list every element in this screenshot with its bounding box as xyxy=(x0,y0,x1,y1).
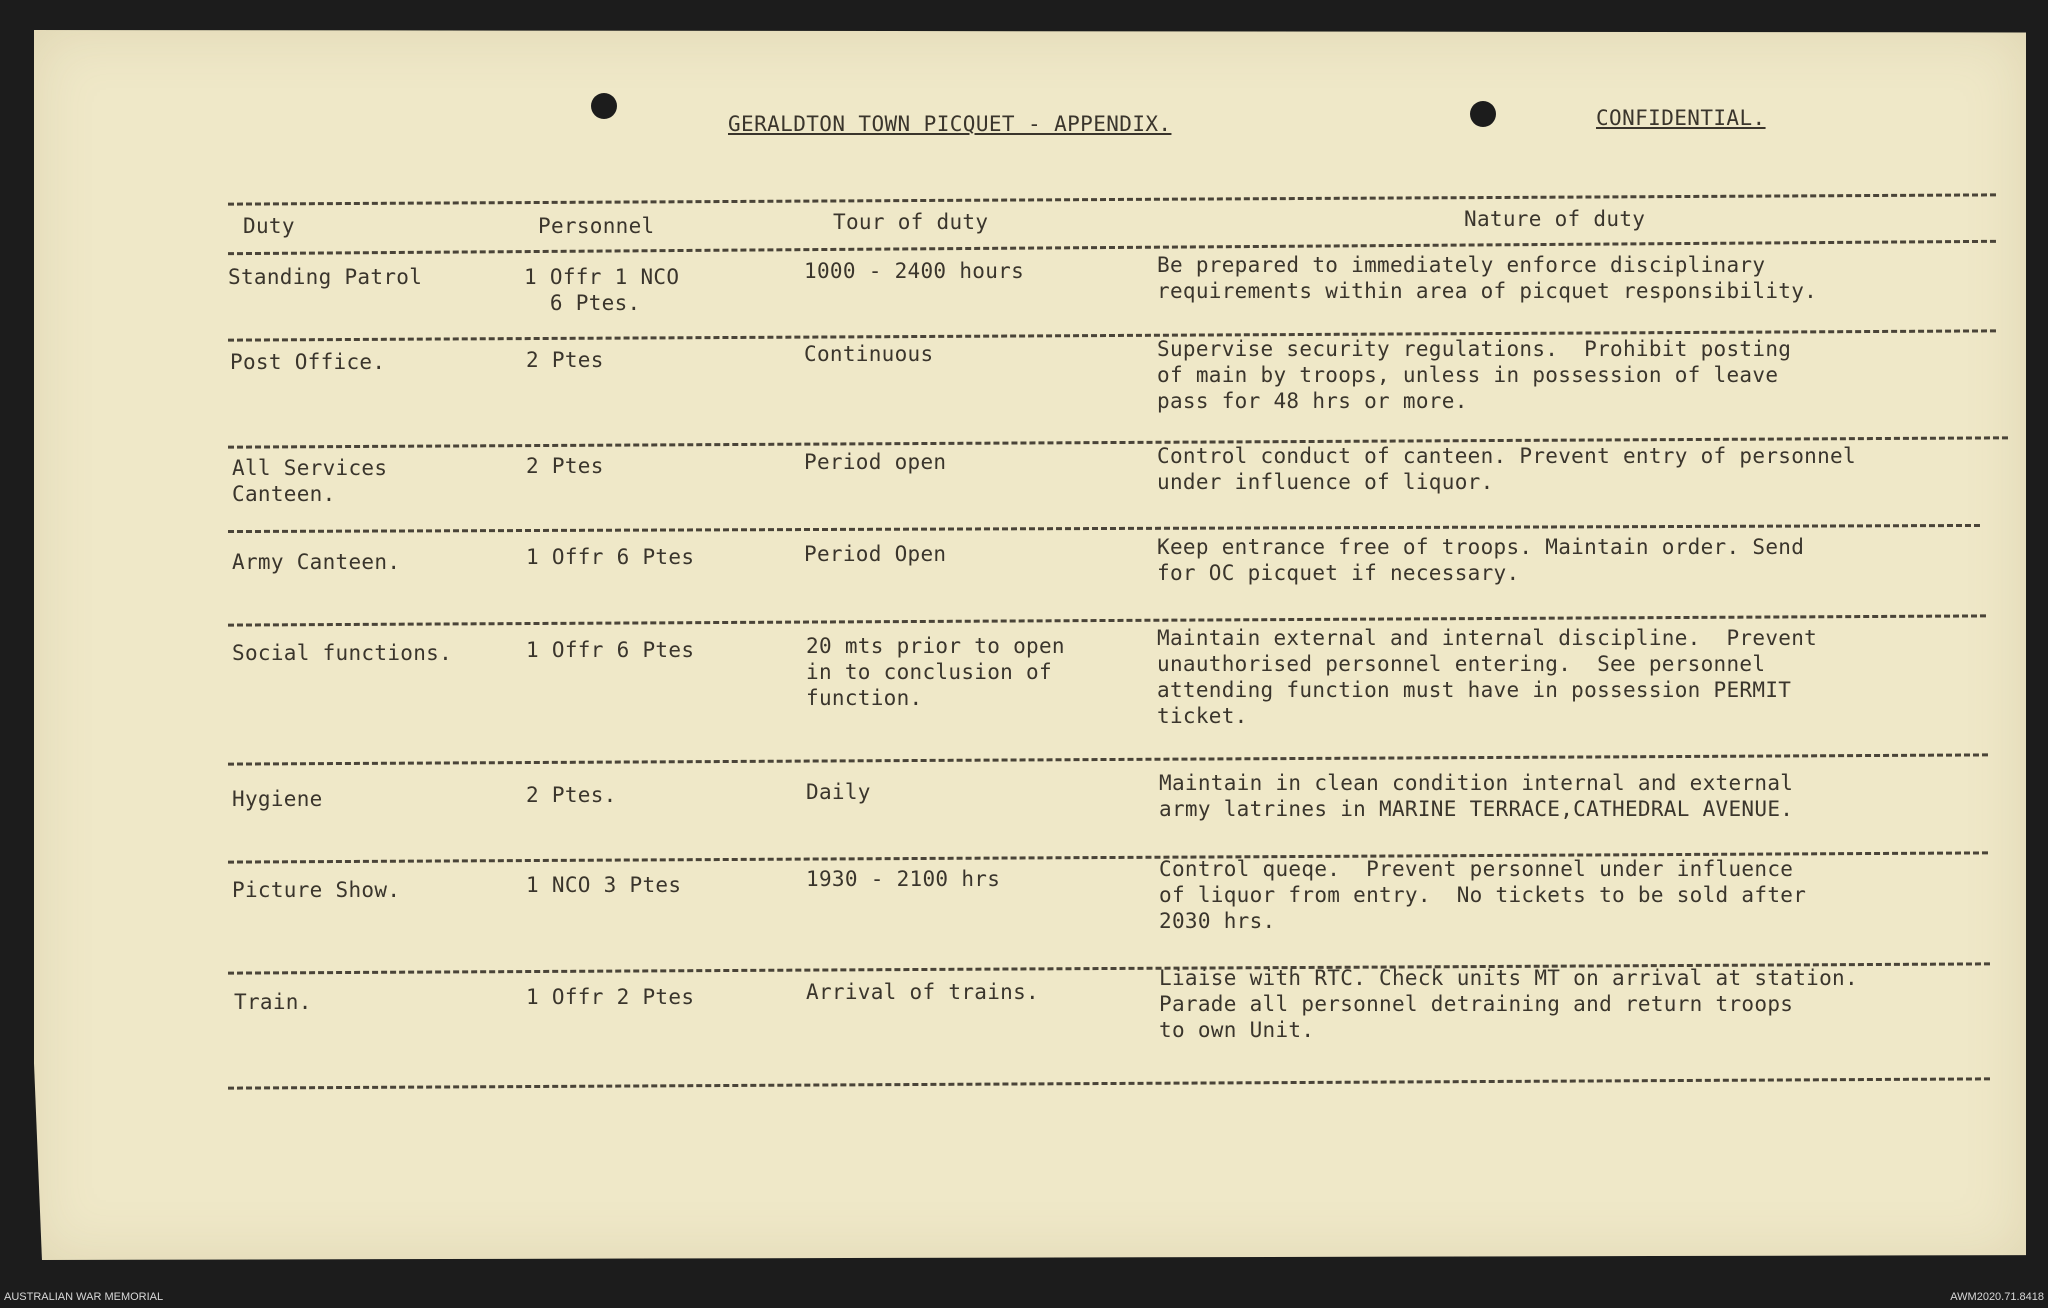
classification-label: CONFIDENTIAL. xyxy=(1596,106,1766,130)
row-tour: Continuous xyxy=(804,342,934,366)
row-nature: Keep entrance free of troops. Maintain order. Send for OC picquet if necessary. xyxy=(1157,535,1805,585)
row-duty: Standing Patrol xyxy=(228,265,423,289)
row-nature: Control queqe. Prevent personnel under influence of liquor from entry. No tickets to be sold after 2030 hrs. xyxy=(1159,857,1807,933)
row-duty: Train. xyxy=(234,990,312,1014)
row-tour: 1930 - 2100 hrs xyxy=(806,867,1001,891)
punch-hole-left xyxy=(591,93,617,119)
row-tour: Arrival of trains. xyxy=(806,980,1039,1004)
footer-accession-number: AWM2020.71.8418 xyxy=(1950,1291,2044,1303)
row-personnel: 1 Offr 6 Ptes xyxy=(526,545,695,569)
row-duty: Picture Show. xyxy=(232,878,401,902)
row-duty: Army Canteen. xyxy=(232,550,401,574)
row-tour: Period Open xyxy=(804,542,947,566)
row-tour: Daily xyxy=(806,780,871,804)
document-title: GERALDTON TOWN PICQUET - APPENDIX. xyxy=(728,112,1172,136)
footer-institution: AUSTRALIAN WAR MEMORIAL xyxy=(4,1291,164,1303)
row-personnel: 2 Ptes. xyxy=(526,783,617,807)
row-nature: Maintain in clean condition internal and external army latrines in MARINE TERRACE,CATHEDRAL AVENUE. xyxy=(1159,771,1794,821)
row-personnel: 1 Offr 2 Ptes xyxy=(526,985,695,1009)
row-duty: All Services Canteen. xyxy=(232,456,388,506)
row-nature: Be prepared to immediately enforce disciplinary requirements within area of picquet responsibility. xyxy=(1157,253,1818,303)
column-header-personnel: Personnel xyxy=(538,214,655,238)
row-nature: Control conduct of canteen. Prevent entry of personnel under influence of liquor. xyxy=(1157,444,1856,494)
row-personnel: 2 Ptes xyxy=(526,454,604,478)
row-duty: Post Office. xyxy=(230,350,386,374)
row-nature: Supervise security regulations. Prohibit posting of main by troops, unless in possession of leave pass for 48 hrs or more. xyxy=(1157,337,1792,413)
row-personnel: 1 NCO 3 Ptes xyxy=(526,873,682,897)
row-personnel: 1 Offr 6 Ptes xyxy=(526,638,695,662)
row-duty: Social functions. xyxy=(232,641,453,665)
column-header-tour: Tour of duty xyxy=(833,210,989,234)
row-nature: Liaise with RTC. Check units MT on arrival at station. Parade all personnel detraining and return troops to own Unit. xyxy=(1159,966,1858,1042)
row-tour: 20 mts prior to open in to conclusion of function. xyxy=(806,634,1065,710)
row-tour: Period open xyxy=(804,450,947,474)
row-nature: Maintain external and internal discipline. Prevent unauthorised personnel entering. See personnel attending function must have in possession PERMIT ticket. xyxy=(1157,626,1818,728)
row-personnel: 2 Ptes xyxy=(526,348,604,372)
row-personnel: 1 Offr 1 NCO 6 Ptes. xyxy=(524,265,680,315)
column-header-duty: Duty xyxy=(243,214,295,238)
column-header-nature: Nature of duty xyxy=(1464,207,1646,231)
row-tour: 1000 - 2400 hours xyxy=(804,259,1025,283)
row-duty: Hygiene xyxy=(232,787,323,811)
punch-hole-right xyxy=(1470,101,1496,127)
